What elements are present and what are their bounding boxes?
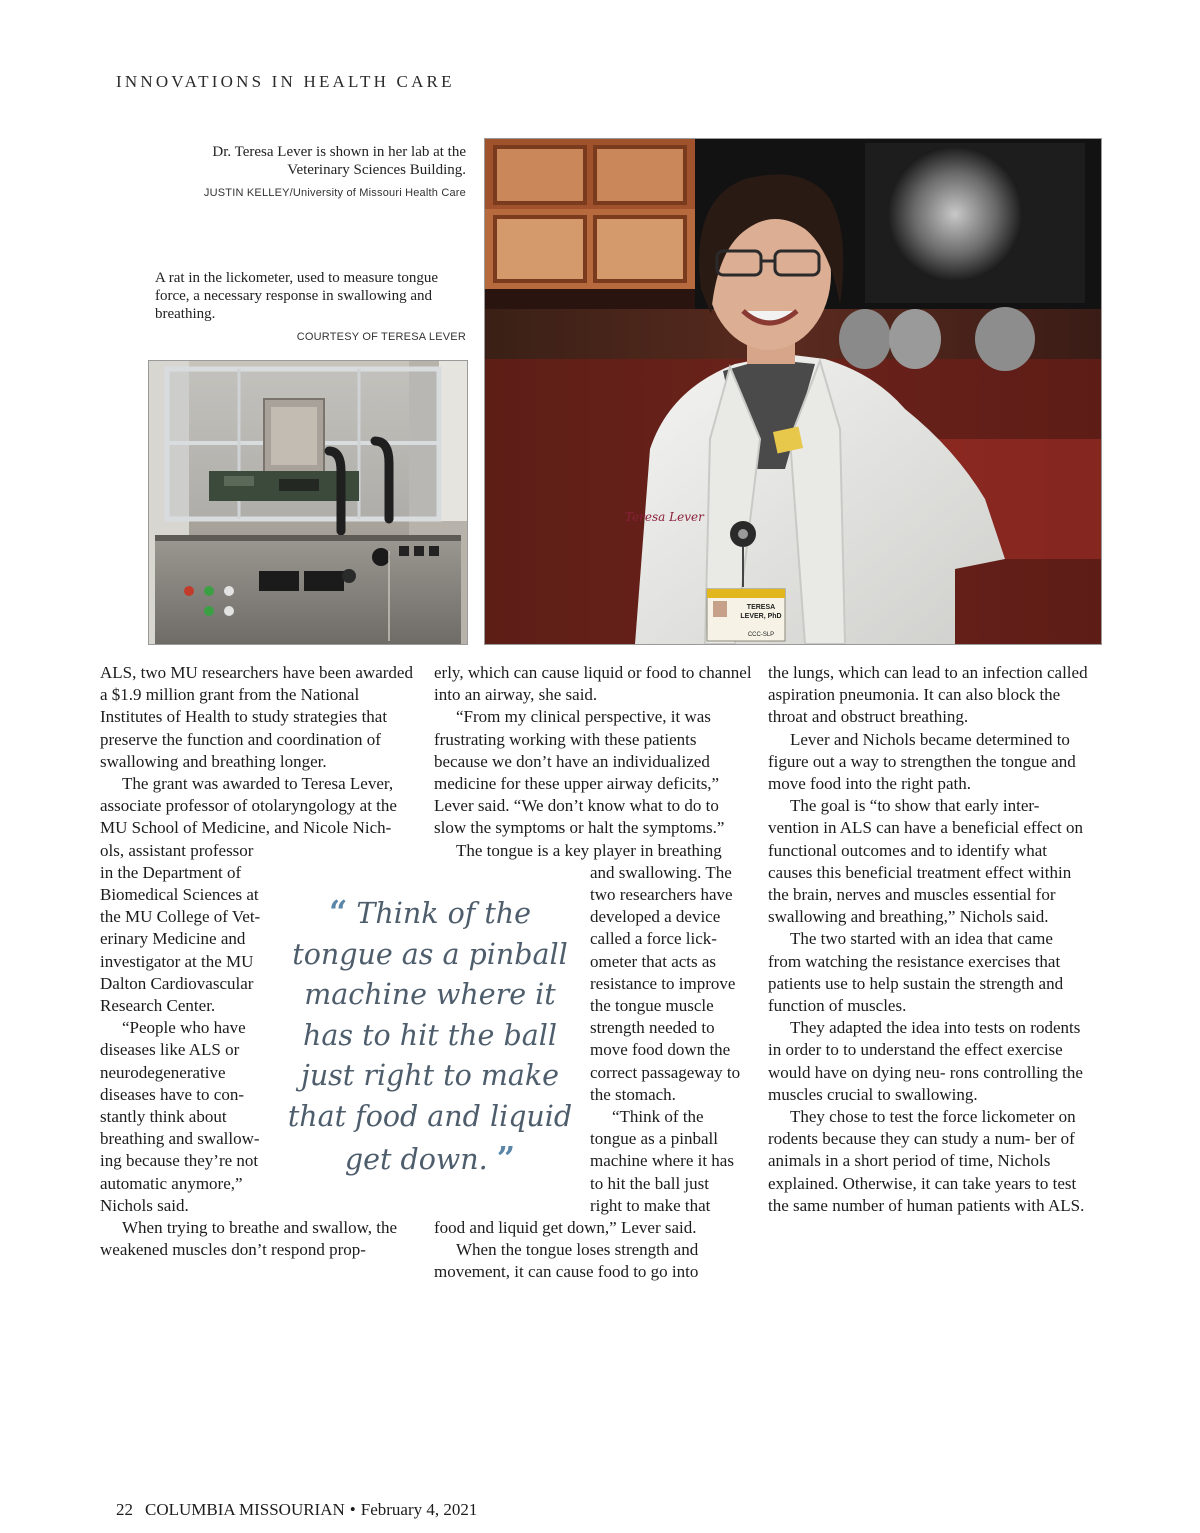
col2-line: strength needed to	[590, 1018, 715, 1038]
col1-line: Research Center.	[100, 996, 216, 1016]
col2-line: the tongue muscle	[590, 996, 714, 1016]
pull-quote-text: Think of the tongue as a pinball machine where it has to hit the ball just right to make that food and liquid get down.	[287, 897, 573, 1176]
col3-para-5: They adapted the idea into tests on rodents in order to to understand the effect exercise would have on dying neu- rons controlling the muscles crucial to swallowing.	[768, 1018, 1083, 1104]
close-quote-mark: ”	[496, 1138, 516, 1177]
badge-line2: LEVER, PhD	[740, 613, 782, 620]
col2-line: to hit the ball just	[590, 1173, 709, 1193]
col1-line: investigator at the MU	[100, 951, 254, 971]
col1-line: erinary Medicine and	[100, 929, 246, 949]
open-quote-mark: “	[328, 893, 348, 931]
teresa-lever-photo	[484, 138, 1102, 645]
badge-name: TERESA	[746, 604, 776, 611]
col3-para-4: The two started with an idea that came from watching the resistance exercises that patients use to help sustain the strength and function of muscles.	[768, 929, 1064, 1016]
col1-line: automatic anymore,”	[100, 1173, 243, 1193]
col2-para-3: The tongue is a key player in breathing	[456, 840, 722, 860]
col1-line: Nichols said.	[100, 1195, 189, 1215]
col2-line: developed a device	[590, 907, 721, 927]
col1-line: in the Department of	[100, 862, 242, 882]
col2-para-4: food and liquid get down,” Lever said.	[434, 1218, 697, 1238]
col2-line: machine where it has	[590, 1151, 734, 1171]
col2-line: and swallowing. The	[590, 862, 732, 882]
col2-line: tongue as a pinball	[590, 1129, 718, 1149]
coat-name: Teresa Lever	[625, 510, 704, 524]
col1-para-1: ALS, two MU researchers have been awarded a $1.9 million grant from the National Institutes of Health to study strategies that preserve the function and coordination of swallowing and breathing longer.	[100, 663, 413, 771]
credit-lever: JUSTIN KELLEY/University of Missouri Health Care	[203, 187, 466, 199]
col2-line: move food down the	[590, 1040, 731, 1060]
col2-line: correct passageway to	[590, 1062, 741, 1082]
col1-line: diseases have to con-	[100, 1084, 244, 1104]
caption-lever: Dr. Teresa Lever is shown in her lab at the Veterinary Sciences Building.	[212, 144, 466, 178]
pull-quote	[280, 892, 580, 1180]
col1-line: “People who have	[122, 1018, 246, 1038]
page-footer	[116, 1500, 489, 1520]
col3-para-1: the lungs, which can lead to an infection called aspiration pneumonia. It can also block the throat and obstruct breathing.	[768, 663, 1088, 727]
col1-line: stantly think about	[100, 1107, 227, 1127]
col2-line: “Think of the	[612, 1107, 704, 1127]
footer-separator: •	[349, 1500, 356, 1519]
col2-line: right to make that	[590, 1195, 711, 1215]
publication-name: COLUMBIA MISSOURIAN	[145, 1500, 345, 1519]
col1-line: Biomedical Sciences at	[100, 885, 259, 905]
col2-line: resistance to improve	[590, 973, 736, 993]
page-number: 22	[116, 1500, 133, 1519]
col3-para-2: Lever and Nichols became determined to figure out a way to strengthen the tongue and move food into the right path.	[768, 729, 1076, 794]
section-header: INNOVATIONS IN HEALTH CARE	[116, 72, 455, 91]
col1-line: breathing and swallow-	[100, 1129, 260, 1149]
col2-para-5: When the tongue loses strength and movement, it can cause food to go into	[434, 1240, 699, 1282]
col2-para-1: erly, which can cause liquid or food to channel into an airway, she said.	[434, 663, 752, 705]
col1-line: neurodegenerative	[100, 1062, 226, 1082]
credit-rat: COURTESY OF TERESA LEVER	[296, 331, 466, 343]
lickometer-photo	[148, 360, 468, 645]
col2-para-2: “From my clinical perspective, it was frustrating working with these patients because we don’t have an individualized medicine for these upper airway deficits,” Lever said. “We don’t know what to do to slow the symptoms or halt the symptoms.”	[434, 707, 725, 838]
col3-para-3: The goal is “to show that early inter- vention in ALS can have a beneficial effect on functional outcomes and to identify what causes this beneficial treatment effect within the brain, nerves and muscles essential for swallowing and breathing,” Nichols said.	[768, 796, 1084, 927]
col2-line: called a force lick-	[590, 929, 717, 949]
col1-line: Dalton Cardiovascular	[100, 973, 254, 993]
col1-line: ing because they’re not	[100, 1151, 259, 1171]
col2-line: ometer that acts as	[590, 951, 717, 971]
col1-line: diseases like ALS or	[100, 1040, 240, 1060]
col1-para-2: The grant was awarded to Teresa Lever, associate professor of otolaryngology at the MU School of Medicine, and Nicole Nich-	[100, 774, 397, 838]
col2-line: two researchers have	[590, 885, 733, 905]
col1-line: the MU College of Vet-	[100, 907, 261, 927]
caption-rat: A rat in the lickometer, used to measure tongue force, a necessary response in swallowing and breathing.	[155, 270, 439, 322]
col2-line: the stomach.	[590, 1084, 676, 1104]
col3-para-6: They chose to test the force lickometer on rodents because they can study a num- ber of animals in a short period of time, Nichols explained. Otherwise, it can take years to test the same number of human patients with ALS.	[768, 1107, 1085, 1215]
col1-para-last: When trying to breathe and swallow, the weakened muscles don’t respond prop-	[100, 1218, 398, 1260]
publication-date: February 4, 2021	[360, 1500, 478, 1519]
badge-line3: CCC-SLP	[747, 632, 775, 638]
article-column-3	[768, 662, 1090, 1217]
col1-line: ols, assistant professor	[100, 840, 254, 860]
